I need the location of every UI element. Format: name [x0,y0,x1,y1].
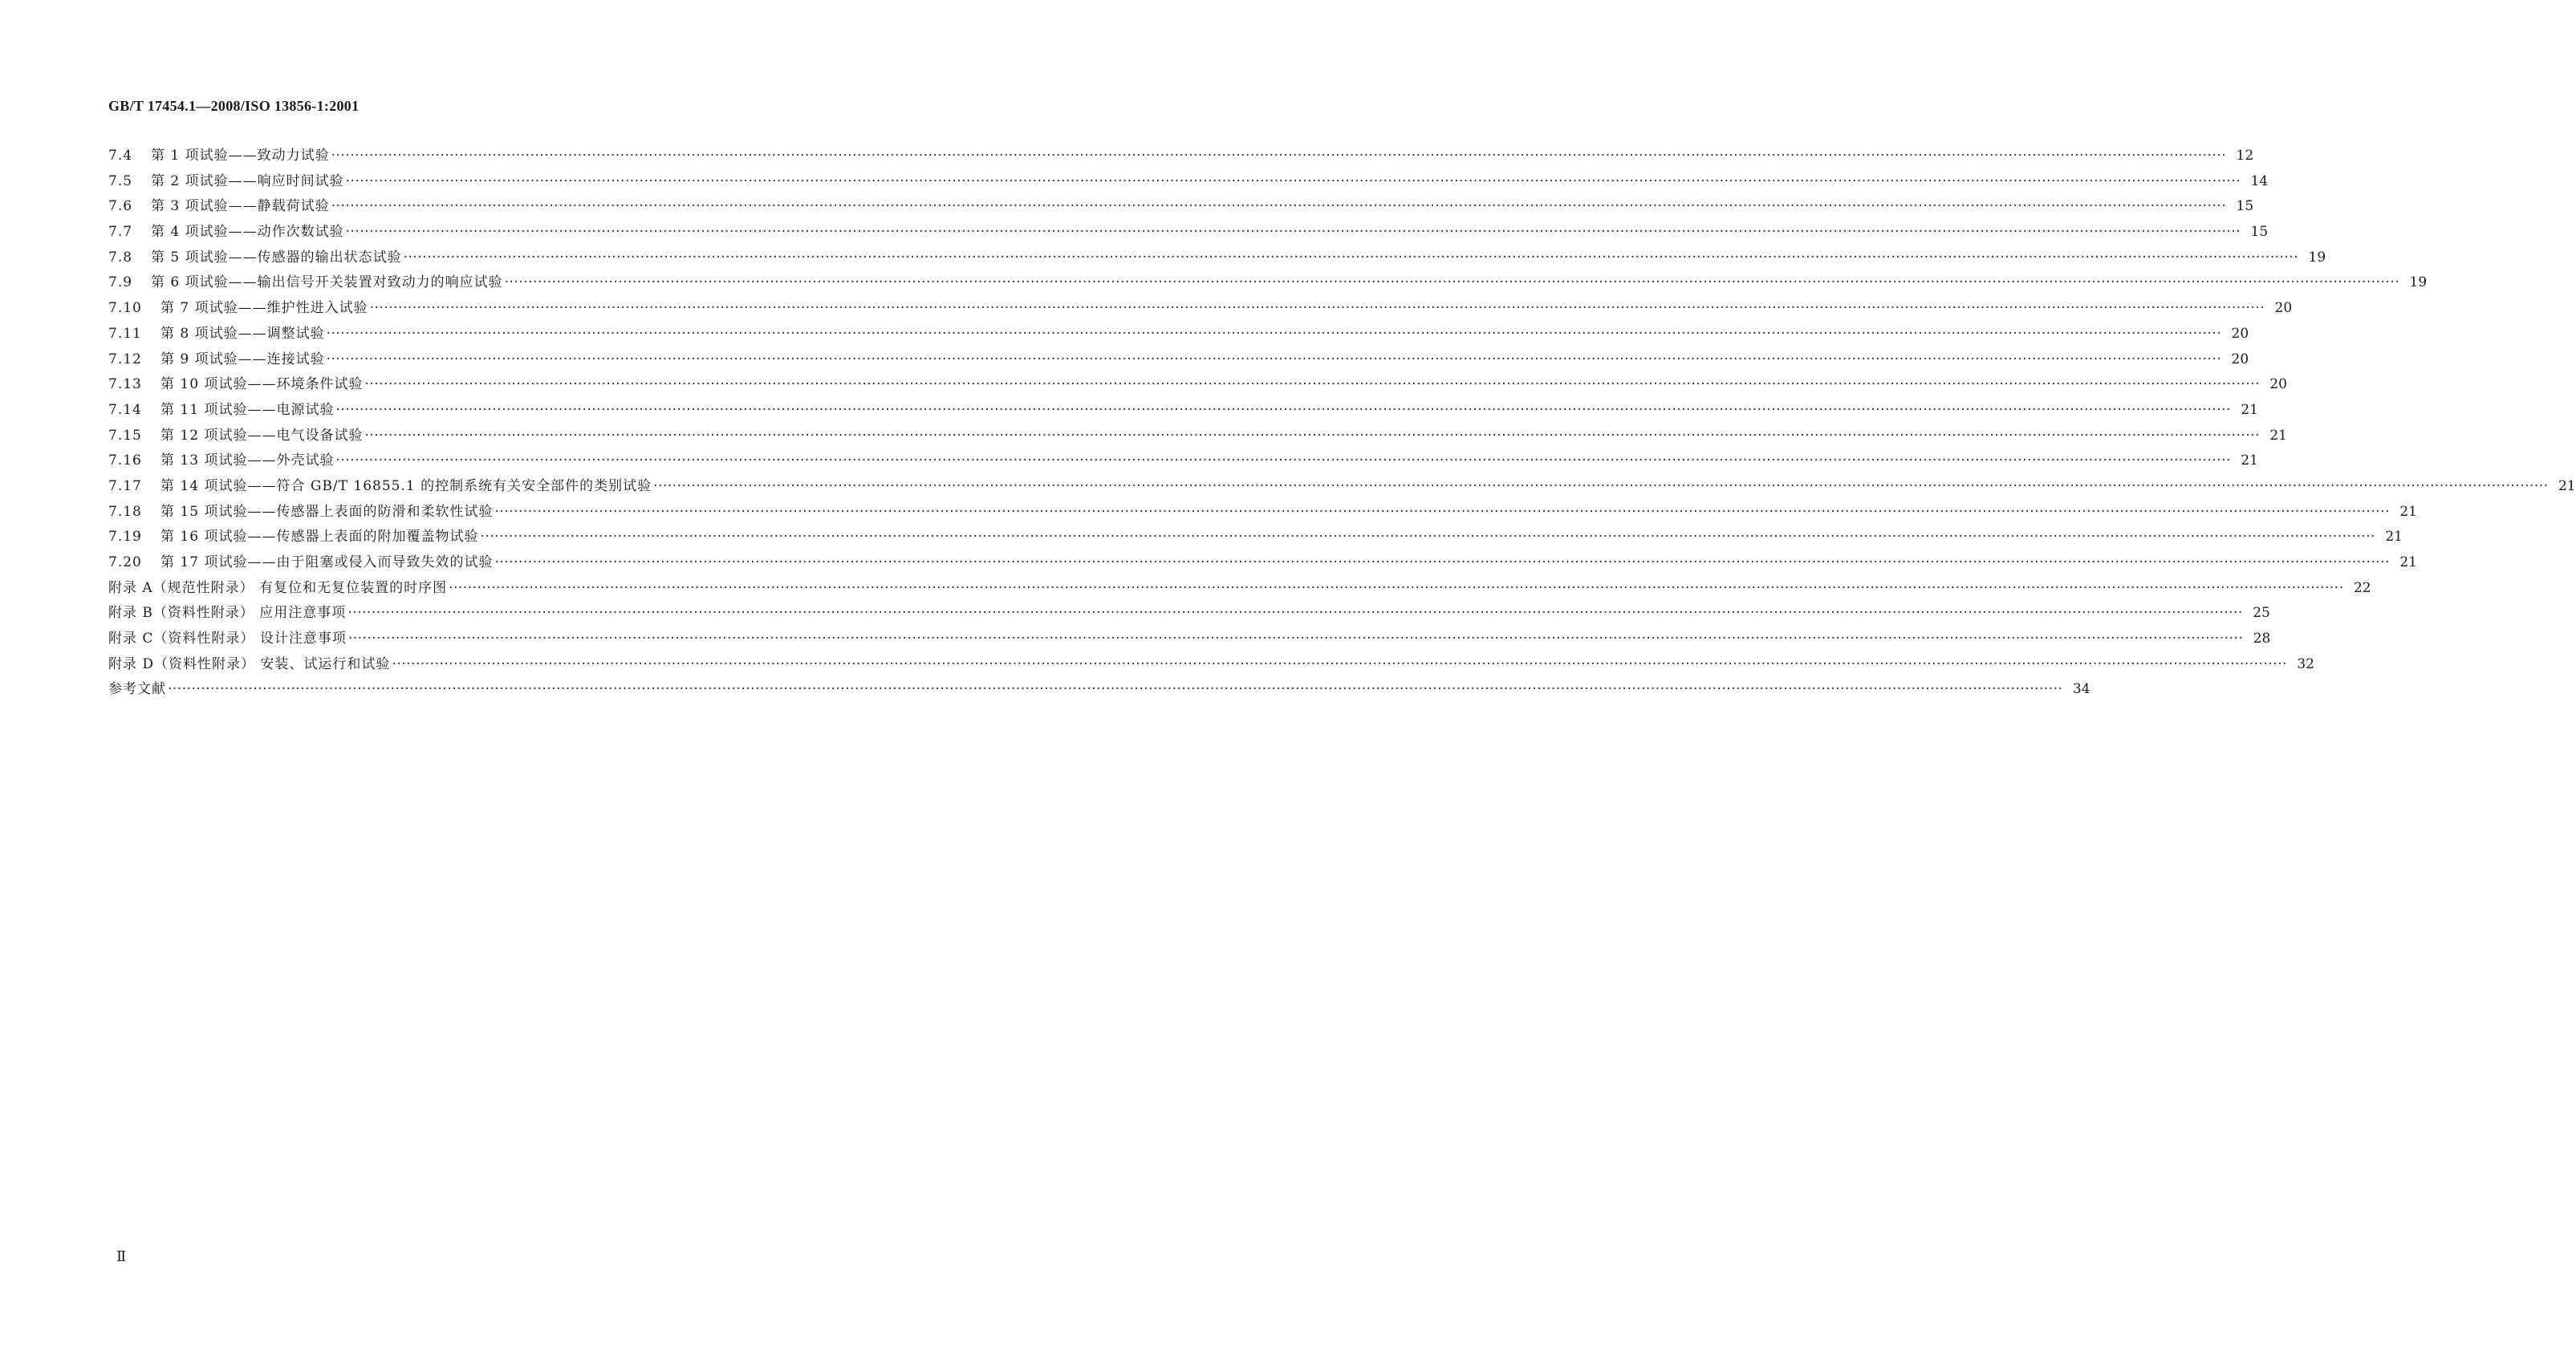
toc-entry[interactable] [108,576,2371,602]
toc-leader-dots: ················································································································································································································································································································································································································ [335,452,2231,469]
toc-entry-page: 20 [2231,325,2249,342]
toc-leader-dots: ················································································································································································································································································································································································································ [369,300,2265,317]
toc-leader-dots: ················································································································································································································································································································································································································ [347,605,2243,622]
toc-entry[interactable] [108,500,2417,525]
toc-entry-page: 22 [2353,579,2371,596]
toc-leader-dots: ················································································································································································································································································································································································································ [335,401,2231,418]
toc-entry-title: 附录 C（资料性附录） 设计注意事项 [108,631,347,647]
toc-entry-title: 参考文献 [108,681,166,698]
toc-entry-title: 第 2 项试验——响应时间试验 [151,172,344,189]
toc-entry-number: 7.11 [108,325,142,342]
toc-leader-dots: ················································································································································································································································································································································································································ [326,325,2222,342]
toc-entry[interactable] [108,347,2249,373]
toc-entry-page: 12 [2236,148,2254,164]
toc-entry-title: 附录 B（资料性附录） 应用注意事项 [108,605,347,622]
table-of-contents [108,144,2576,703]
toc-entry-title: 第 7 项试验——维护性进入试验 [160,300,368,317]
toc-leader-dots: ················································································································································································································································································································································································································ [494,554,2390,570]
toc-entry-page: 21 [2241,401,2258,418]
toc-entry-title: 第 10 项试验——环境条件试验 [160,376,364,393]
toc-leader-dots: ················································································································································································································································································································································································································ [331,148,2227,164]
toc-entry-number: 7.14 [108,401,142,418]
toc-entry-title: 第 6 项试验——输出信号开关装置对致动力的响应试验 [151,274,503,291]
toc-entry-page: 20 [2269,376,2287,393]
toc-entry-number: 7.19 [108,529,142,546]
toc-entry-number: 7.6 [108,198,133,215]
toc-entry-page: 20 [2274,300,2293,317]
document-header: GB/T 17454.1—2008/ISO 13856-1:2001 [108,98,360,114]
toc-entry-title: 第 9 项试验——连接试验 [160,351,325,367]
toc-entry-number: 7.10 [108,300,142,317]
toc-entry[interactable] [108,448,2258,474]
toc-entry-number: 7.13 [108,376,142,393]
toc-leader-dots: ················································································································································································································································································································································································································ [168,681,2063,698]
toc-entry[interactable] [108,245,2326,271]
toc-entry[interactable] [108,296,2293,322]
toc-leader-dots: ················································································································································································································································································································································································································ [331,198,2227,215]
toc-entry-title: 第 4 项试验——动作次数试验 [151,224,344,241]
toc-entry-page: 15 [2250,224,2269,241]
toc-entry-title: 第 15 项试验——传感器上表面的防滑和柔软性试验 [160,503,494,520]
toc-leader-dots: ················································································································································································································································································································································································································ [326,351,2222,367]
toc-entry[interactable] [108,474,2576,500]
toc-entry[interactable] [108,601,2270,627]
toc-entry-title: 附录 D（资料性附录） 安装、试运行和试验 [108,655,391,672]
toc-entry-title: 第 11 项试验——电源试验 [160,401,335,418]
toc-leader-dots: ················································································································································································································································································································································································································ [345,224,2241,241]
toc-entry-page: 21 [2399,503,2417,520]
toc-entry-page: 25 [2253,605,2270,622]
toc-entry-page: 21 [2399,554,2417,570]
toc-leader-dots: ················································································································································································································································································································································································································ [653,477,2549,494]
toc-entry-page: 21 [2241,452,2258,469]
toc-leader-dots: ················································································································································································································································································································································································································ [345,172,2241,189]
toc-entry-title: 第 8 项试验——调整试验 [160,325,325,342]
toc-entry[interactable] [108,398,2258,424]
toc-entry-number: 7.17 [108,477,142,494]
toc-leader-dots: ················································································································································································································································································································································································································ [392,655,2287,672]
toc-entry-title: 第 5 项试验——传感器的输出状态试验 [151,249,402,266]
toc-entry-title: 附录 A（规范性附录） 有复位和无复位装置的时序图 [108,579,448,596]
toc-entry[interactable] [108,144,2254,169]
toc-entry-page: 34 [2072,681,2090,698]
toc-entry-page: 32 [2297,655,2314,672]
toc-entry-page: 19 [2409,274,2428,291]
toc-leader-dots: ················································································································································································································································································································································································································ [347,631,2244,647]
toc-entry-title: 第 13 项试验——外壳试验 [160,452,335,469]
toc-entry-number: 7.18 [108,503,142,520]
toc-entry-page: 15 [2236,198,2254,215]
toc-entry-page: 28 [2253,631,2271,647]
toc-leader-dots: ················································································································································································································································································································································································································ [504,274,2400,291]
toc-entry-page: 21 [2558,477,2576,494]
toc-leader-dots: ················································································································································································································································································································································································································ [449,579,2344,596]
toc-entry-page: 20 [2231,351,2249,367]
toc-entry-title: 第 12 项试验——电气设备试验 [160,427,364,444]
toc-entry[interactable] [108,270,2428,296]
toc-entry[interactable] [108,372,2287,398]
toc-leader-dots: ················································································································································································································································································································································································································ [494,503,2390,520]
toc-entry[interactable] [108,525,2403,550]
toc-entry-number: 7.7 [108,224,133,241]
toc-leader-dots: ················································································································································································································································································································································································································ [364,376,2260,393]
page-number: Ⅱ [116,1248,127,1264]
toc-entry-title: 第 16 项试验——传感器上表面的附加覆盖物试验 [160,529,479,546]
toc-entry-title: 第 1 项试验——致动力试验 [151,148,330,164]
toc-entry-number: 7.16 [108,452,142,469]
toc-entry-number: 7.5 [108,172,133,189]
toc-entry[interactable] [108,627,2271,652]
toc-entry-page: 21 [2269,427,2287,444]
toc-entry-number: 7.9 [108,274,133,291]
toc-entry-page: 14 [2250,172,2269,189]
toc-leader-dots: ················································································································································································································································································································································································································ [403,249,2299,266]
toc-entry[interactable] [108,550,2417,576]
toc-entry-title: 第 3 项试验——静载荷试验 [151,198,330,215]
toc-entry-number: 7.20 [108,554,142,570]
toc-entry-title: 第 17 项试验——由于阻塞或侵入而导致失效的试验 [160,554,494,570]
toc-entry[interactable] [108,677,2090,703]
toc-entry-number: 7.4 [108,148,133,164]
toc-entry-number: 7.8 [108,249,133,266]
toc-entry-number: 7.12 [108,351,142,367]
toc-entry-title: 第 14 项试验——符合 GB/T 16855.1 的控制系统有关安全部件的类别试验 [160,477,652,494]
toc-entry[interactable] [108,220,2269,245]
toc-entry[interactable] [108,194,2254,220]
toc-entry[interactable] [108,424,2287,449]
toc-entry[interactable] [108,652,2314,678]
toc-entry[interactable] [108,322,2249,347]
toc-entry-number: 7.15 [108,427,142,444]
toc-leader-dots: ················································································································································································································································································································································································································ [480,529,2375,546]
toc-entry-page: 21 [2385,529,2403,546]
toc-entry-page: 19 [2308,249,2326,266]
toc-leader-dots: ················································································································································································································································································································································································································ [364,427,2260,444]
toc-entry[interactable] [108,169,2269,195]
